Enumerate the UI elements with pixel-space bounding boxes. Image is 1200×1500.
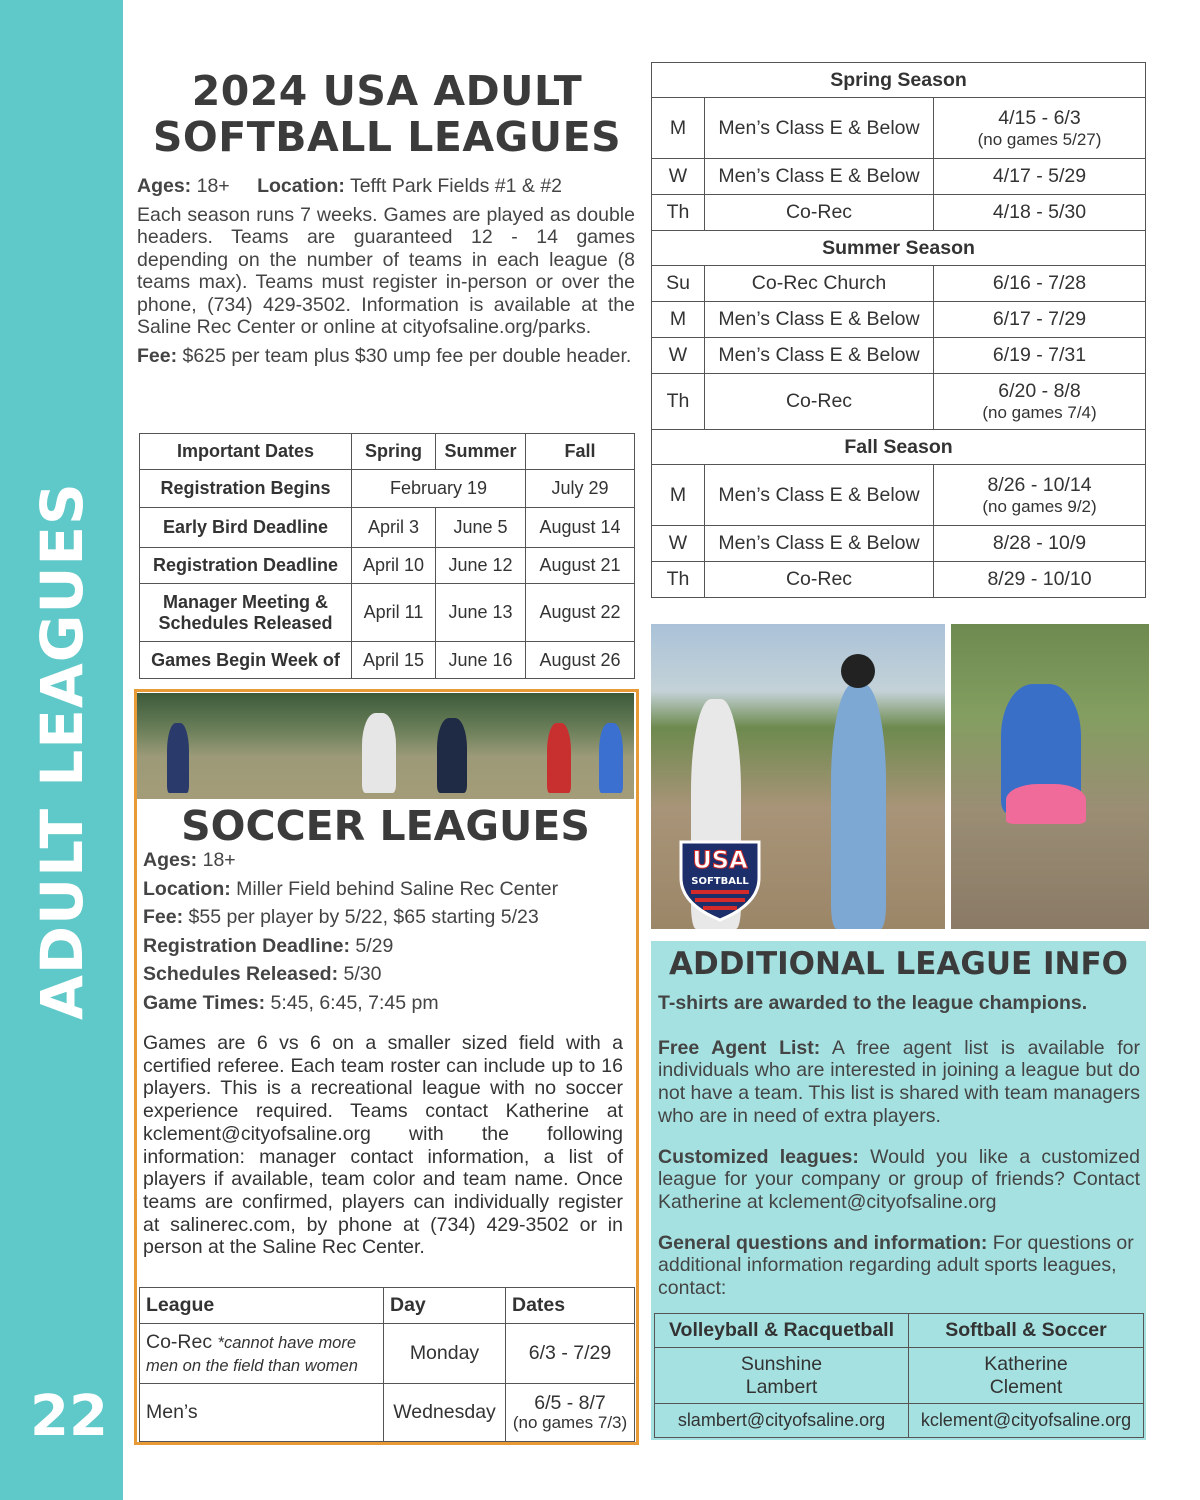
table-row	[652, 562, 1146, 598]
soccer-facts	[143, 846, 628, 1017]
dates-cell: 6/19 - 7/31	[934, 338, 1146, 374]
fee-line	[137, 345, 635, 368]
soccer-game-times-label: Game Times:	[143, 991, 266, 1014]
row-label: Registration Begins	[140, 470, 352, 508]
day-cell: Th	[652, 195, 705, 231]
customized-text: Would you like a customized league for your company or group of friends? Contact Katherine at kclement@cityofsaline.org	[658, 1145, 1140, 1213]
table-row	[140, 1384, 635, 1442]
soccer-location-value: Miller Field behind Saline Rec Center	[236, 877, 559, 900]
contact-name-2	[909, 1348, 1144, 1404]
softball-player-photo	[951, 624, 1149, 929]
table-row	[655, 1348, 1144, 1404]
table-row	[652, 302, 1146, 338]
free-agent-label: Free Agent List:	[658, 1036, 821, 1059]
softball-title	[137, 68, 637, 160]
table-row	[652, 526, 1146, 562]
day-cell: Th	[652, 562, 705, 598]
umpire-head	[841, 654, 875, 688]
league-cell: Men’s Class E & Below	[705, 302, 934, 338]
dates-note: (no games 7/4)	[982, 403, 1097, 422]
tshirts-note: T-shirts are awarded to the league champions.	[658, 992, 1088, 1014]
soccer-reg-deadline-label: Registration Deadline:	[143, 934, 350, 957]
header-day: Day	[384, 1288, 506, 1324]
summer-season-heading: Summer Season	[652, 231, 1146, 266]
league-cell	[140, 1324, 384, 1384]
ages-value: 18+	[196, 175, 230, 197]
sidebar-title: ADULT LEAGUES	[28, 482, 96, 1020]
table-row	[140, 470, 635, 508]
softball-info	[137, 175, 635, 373]
player-figure	[599, 723, 623, 793]
day-cell: W	[652, 338, 705, 374]
contact-first-name: Katherine	[984, 1352, 1068, 1375]
cell: April 15	[352, 642, 436, 679]
league-note: *cannot have more men on the field than women	[146, 1333, 358, 1375]
cell: June 16	[436, 642, 526, 679]
spring-season-heading: Spring Season	[652, 63, 1146, 98]
header-spring: Spring	[352, 434, 436, 470]
dates-cell: 4/18 - 5/30	[934, 195, 1146, 231]
day-cell: Wednesday	[384, 1384, 506, 1442]
row-label-line2: Schedules Released	[158, 612, 333, 633]
ages-location-line	[137, 175, 635, 198]
contact-name-1	[655, 1348, 909, 1404]
soccer-schedules-label: Schedules Released:	[143, 963, 339, 985]
player-shorts	[1006, 784, 1086, 824]
dates-note: (no games 7/3)	[512, 1412, 628, 1432]
table-header-row	[140, 1288, 635, 1324]
row-label	[140, 584, 352, 642]
additional-info-title: ADDITIONAL LEAGUE INFO	[668, 946, 1129, 982]
soccer-schedules	[143, 960, 628, 989]
softball-title-line2: SOFTBALL LEAGUES	[152, 113, 622, 161]
usa-logo-text: USA	[692, 846, 748, 874]
league-cell: Men’s Class E & Below	[705, 526, 934, 562]
cell: July 29	[526, 470, 635, 508]
table-row	[652, 465, 1146, 526]
row-label: Early Bird Deadline	[140, 508, 352, 548]
player-figure	[362, 713, 396, 793]
customized-paragraph	[658, 1146, 1140, 1214]
player-figure	[167, 723, 189, 793]
cell: August 14	[526, 508, 635, 548]
table-row	[652, 98, 1146, 159]
header-important-dates: Important Dates	[140, 434, 352, 470]
dates-cell	[506, 1384, 635, 1442]
day-cell: W	[652, 159, 705, 195]
dates-value: 6/5 - 8/7	[534, 1391, 606, 1414]
soccer-fee-value: $55 per player by 5/22, $65 starting 5/23	[188, 906, 539, 928]
dates-cell: 6/3 - 7/29	[506, 1324, 635, 1384]
softball-description: Each season runs 7 weeks. Games are played as double headers. Teams are guaranteed 12 - 14 games depending on the number of teams in each league (8 teams max). Teams must register in-person or over the phone, (734) 429-3502. Information is available at the Saline Rec Center or online at cityofsaline.org/parks.	[137, 203, 635, 338]
day-cell: M	[652, 98, 705, 159]
contact-last-name: Clement	[989, 1375, 1063, 1398]
soccer-location	[143, 875, 628, 904]
fall-season-heading: Fall Season	[652, 430, 1146, 465]
cell: August 21	[526, 548, 635, 584]
fee-label: Fee:	[137, 344, 178, 367]
league-cell: Co-Rec	[705, 195, 934, 231]
table-row	[140, 508, 635, 548]
soccer-ages-value: 18+	[202, 849, 236, 871]
soccer-reg-deadline	[143, 932, 628, 961]
soccer-game-times	[143, 989, 628, 1018]
header-volleyball: Volleyball & Racquetball	[655, 1314, 909, 1348]
league-cell: Men’s Class E & Below	[705, 465, 934, 526]
row-label: Games Begin Week of	[140, 642, 352, 679]
contact-email-1[interactable]: slambert@cityofsaline.org	[655, 1404, 909, 1438]
softball-logo-text: SOFTBALL	[691, 876, 749, 887]
soccer-photo	[137, 693, 634, 799]
softball-title-line1: 2024 USA ADULT	[191, 67, 583, 115]
day-cell: M	[652, 302, 705, 338]
table-row	[140, 584, 635, 642]
umpire-figure	[831, 684, 886, 929]
free-agent-paragraph	[658, 1037, 1140, 1128]
league-cell: Co-Rec	[705, 562, 934, 598]
dates-cell: 6/16 - 7/28	[934, 266, 1146, 302]
contact-last-name: Lambert	[745, 1375, 818, 1398]
league-name: Co-Rec	[146, 1330, 213, 1353]
dates-note: (no games 9/2)	[982, 496, 1097, 516]
free-agent-text: A free agent list is available for individuals who are interested in joining a league but do not have a team. This list is shared with team managers who are in need of extra players.	[658, 1036, 1141, 1127]
dates-cell: 6/17 - 7/29	[934, 302, 1146, 338]
general-text: For questions or additional information regarding adult sports leagues, contact:	[658, 1231, 1134, 1300]
table-row	[140, 1324, 635, 1384]
page-number: 22	[30, 1384, 108, 1449]
table-row	[655, 1404, 1144, 1438]
player-figure	[547, 723, 571, 793]
customized-label: Customized leagues:	[658, 1145, 859, 1168]
dates-cell	[934, 98, 1146, 159]
cell: August 26	[526, 642, 635, 679]
table-row	[652, 195, 1146, 231]
dates-note: (no games 5/27)	[977, 129, 1102, 149]
location-value: Tefft Park Fields #1 & #2	[349, 175, 563, 197]
dates-value: 6/20 - 8/8	[998, 380, 1081, 402]
league-cell: Men’s Class E & Below	[705, 338, 934, 374]
table-row	[652, 338, 1146, 374]
soccer-game-times-value: 5:45, 6:45, 7:45 pm	[270, 991, 439, 1014]
soccer-description: Games are 6 vs 6 on a smaller sized field with a certified referee. Each team roster can include up to 16 players. This is a recreational league with no soccer experience required. Teams contact Katherine at kclement@cityofsaline.org with the following information: manager contact information, a list of players if available, team color and team name. Once teams are confirmed, players can individually register at salinerec.com, by phone at (734) 429-3502 or in person at the Saline Rec Center.	[143, 1032, 623, 1259]
dates-cell	[934, 374, 1146, 430]
table-row	[652, 159, 1146, 195]
important-dates-table	[139, 433, 635, 679]
dates-cell: 4/17 - 5/29	[934, 159, 1146, 195]
header-dates: Dates	[506, 1288, 635, 1324]
soccer-reg-deadline-value: 5/29	[355, 934, 394, 957]
cell: April 11	[352, 584, 436, 642]
contact-first-name: Sunshine	[740, 1352, 823, 1375]
soccer-league-table	[139, 1287, 635, 1442]
contact-table	[654, 1313, 1144, 1438]
league-cell: Co-Rec	[705, 374, 934, 430]
day-cell: W	[652, 526, 705, 562]
day-cell: Su	[652, 266, 705, 302]
cell: April 3	[352, 508, 436, 548]
header-fall: Fall	[526, 434, 635, 470]
dates-value: 4/15 - 6/3	[998, 106, 1081, 129]
table-header-row	[655, 1314, 1144, 1348]
soccer-location-label: Location:	[143, 877, 231, 900]
header-softball-soccer: Softball & Soccer	[909, 1314, 1144, 1348]
header-league: League	[140, 1288, 384, 1324]
row-label: Registration Deadline	[140, 548, 352, 584]
day-cell: M	[652, 465, 705, 526]
table-header-row	[140, 434, 635, 470]
soccer-schedules-value: 5/30	[343, 963, 382, 985]
season-schedule-table	[651, 62, 1146, 598]
cell: February 19	[352, 470, 526, 508]
league-cell: Men’s Class E & Below	[705, 159, 934, 195]
cell: June 12	[436, 548, 526, 584]
cell: June 13	[436, 584, 526, 642]
day-cell: Th	[652, 374, 705, 430]
additional-info-body	[658, 992, 1140, 1318]
general-label: General questions and information:	[658, 1231, 988, 1254]
general-paragraph	[658, 1232, 1140, 1300]
soccer-ages-label: Ages:	[143, 849, 198, 871]
dates-cell	[934, 465, 1146, 526]
dates-cell: 8/29 - 10/10	[934, 562, 1146, 598]
player-figure	[437, 718, 467, 793]
table-row	[652, 266, 1146, 302]
soccer-ages	[143, 846, 628, 875]
usa-softball-logo	[677, 838, 763, 922]
ages-label: Ages:	[137, 175, 192, 197]
soccer-title: SOCCER LEAGUES	[181, 802, 590, 850]
table-row	[140, 642, 635, 679]
contact-email-2[interactable]: kclement@cityofsaline.org	[909, 1404, 1144, 1438]
row-label-line1: Manager Meeting &	[162, 591, 329, 612]
day-cell: Monday	[384, 1324, 506, 1384]
league-cell: Men’s Class E & Below	[705, 98, 934, 159]
table-row	[140, 548, 635, 584]
cell: April 10	[352, 548, 436, 584]
soccer-fee-label: Fee:	[143, 906, 184, 928]
cell: August 22	[526, 584, 635, 642]
cell: June 5	[436, 508, 526, 548]
soccer-fee	[143, 903, 628, 932]
header-summer: Summer	[436, 434, 526, 470]
league-cell: Co-Rec Church	[705, 266, 934, 302]
dates-cell: 8/28 - 10/9	[934, 526, 1146, 562]
fee-value: $625 per team plus $30 ump fee per double header.	[182, 344, 632, 367]
league-cell: Men’s	[140, 1384, 384, 1442]
table-row	[652, 374, 1146, 430]
dates-value: 8/26 - 10/14	[987, 473, 1092, 496]
location-label: Location:	[257, 175, 345, 197]
